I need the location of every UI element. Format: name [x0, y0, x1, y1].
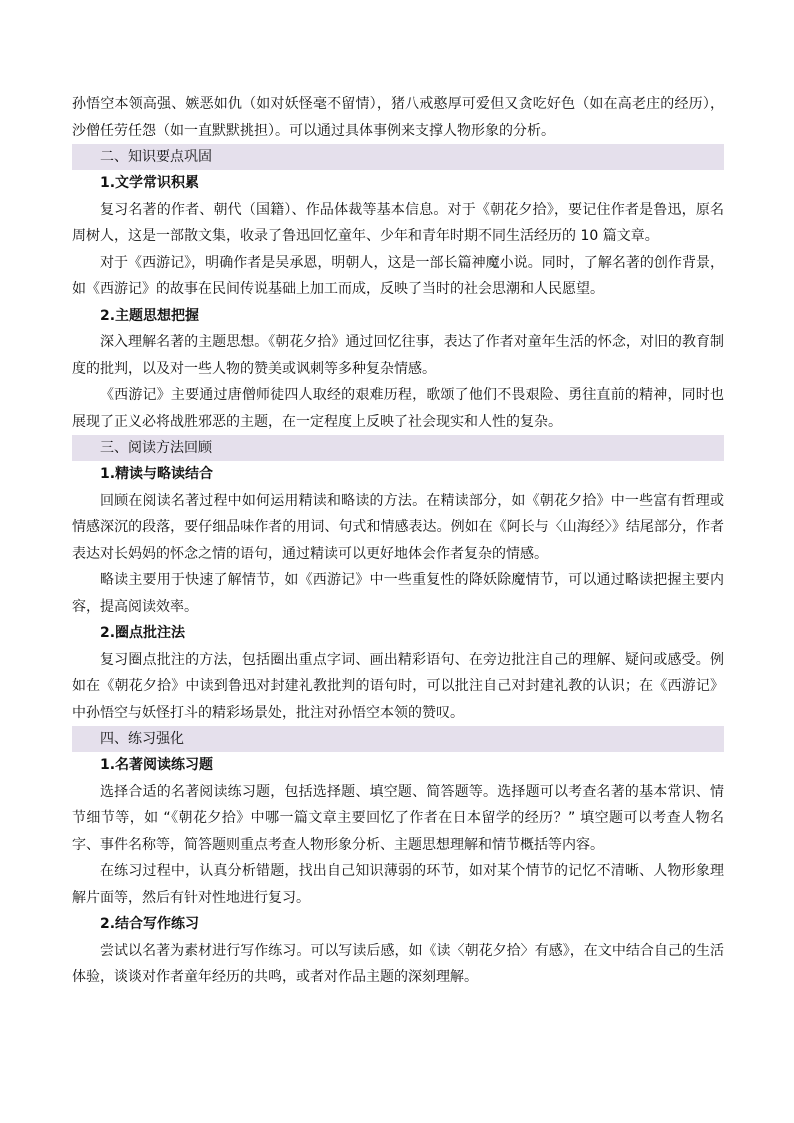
body-paragraph: 深入理解名著的主题思想。《朝花夕拾》通过回忆往事，表达了作者对童年生活的怀念，对旧的教育制度的批判，以及对一些人物的赞美或讽刺等多种复杂情感。 — [72, 334, 724, 377]
section-heading: 二、知识要点巩固 — [72, 144, 724, 170]
subsection-heading: 2.结合写作练习 — [100, 916, 200, 932]
body-paragraph: 在练习过程中，认真分析错题，找出自己知识薄弱的环节，如对某个情节的记忆不清晰、人物形象理解片面等，然后有针对性地进行复习。 — [72, 863, 724, 906]
body-paragraph: 对于《西游记》，明确作者是吴承恩，明朝人，这是一部长篇神魔小说。同时，了解名著的创作背景，如《西游记》的故事在民间传说基础上加工而成，反映了当时的社会思潮和人民愿望。 — [72, 254, 724, 297]
intro-paragraph: 孙悟空本领高强、嫉恶如仇（如对妖怪毫不留情），猪八戒憨厚可爱但又贪吃好色（如在高老庄的经历），沙僧任劳任怨（如一直默默挑担）。可以通过具体事例来支撑人物形象的分析。 — [72, 96, 724, 139]
body-paragraph: 《西游记》主要通过唐僧师徒四人取经的艰难历程，歌颂了他们不畏艰险、勇往直前的精神，同时也展现了正义必将战胜邪恶的主题，在一定程度上反映了社会现实和人性的复杂。 — [72, 387, 724, 430]
subsection-heading: 1.文学常识积累 — [100, 175, 200, 191]
document-page — [72, 91, 724, 991]
subsection-heading: 1.名著阅读练习题 — [100, 757, 214, 773]
body-paragraph: 复习圈点批注的方法，包括圈出重点字词、画出精彩语句、在旁边批注自己的理解、疑问或感受。例如在《朝花夕拾》中读到鲁迅对封建礼教批判的语句时，可以批注自己对封建礼教的认识；在《西游记》中孙悟空与妖怪打斗的精彩场景处，批注对孙悟空本领的赞叹。 — [72, 651, 724, 721]
body-paragraph: 选择合适的名著阅读练习题，包括选择题、填空题、简答题等。选择题可以考查名著的基本常识、情节细节等，如 “《朝花夕拾》中哪一篇文章主要回忆了作者在日本留学的经历？” 填空题可以考查人物名字、事件名称等，简答题则重点考查人物形象分析、主题思想理解和情节概括等内容。 — [72, 783, 724, 853]
body-paragraph: 复习名著的作者、朝代（国籍）、作品体裁等基本信息。对于《朝花夕拾》，要记住作者是鲁迅，原名周树人，这是一部散文集，收录了鲁迅回忆童年、少年和青年时期不同生活经历的 10 篇文章。 — [72, 201, 724, 244]
section-heading: 四、练习强化 — [72, 726, 724, 752]
body-paragraph: 尝试以名著为素材进行写作练习。可以写读后感，如《读〈朝花夕拾〉有感》，在文中结合自己的生活体验，谈谈对作者童年经历的共鸣，或者对作品主题的深刻理解。 — [72, 942, 724, 985]
body-paragraph: 回顾在阅读名著过程中如何运用精读和略读的方法。在精读部分，如《朝花夕拾》中一些富有哲理或情感深沉的段落，要仔细品味作者的用词、句式和情感表达。例如在《阿长与〈山海经〉》结尾部分，作者表达对长妈妈的怀念之情的语句，通过精读可以更好地体会作者复杂的情感。 — [72, 492, 724, 562]
body-paragraph: 略读主要用于快速了解情节，如《西游记》中一些重复性的降妖除魔情节，可以通过略读把握主要内容，提高阅读效率。 — [72, 572, 724, 615]
subsection-heading: 2.主题思想把握 — [100, 307, 200, 324]
subsection-heading: 1.精读与略读结合 — [100, 466, 214, 482]
section-heading: 三、阅读方法回顾 — [72, 435, 724, 461]
subsection-heading: 2.圈点批注法 — [100, 625, 186, 641]
